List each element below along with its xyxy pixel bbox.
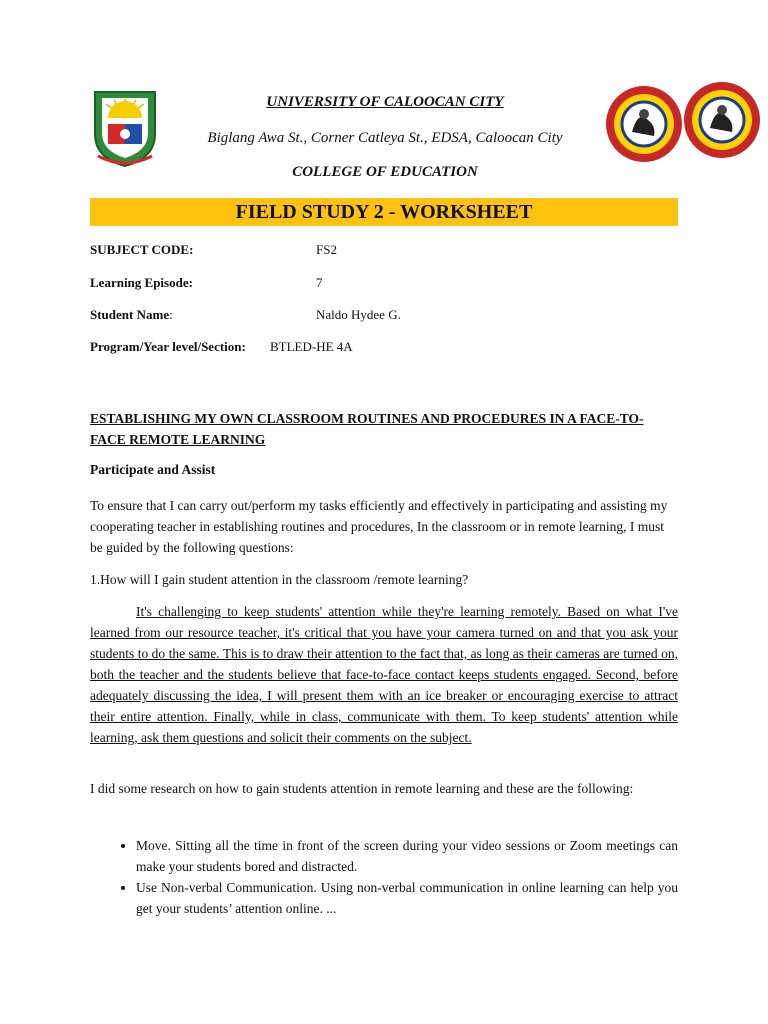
- list-item: • Move. Sitting all the time in front of the screen during your video sessions or Zoom meetings can make your students bored and distracted.: [136, 835, 678, 877]
- intro-paragraph: To ensure that I can carry out/perform my tasks efficiently and effectively in participating and assisting my cooperating teacher in establishing routines and procedures, In the classroom or in remote learning, I must be guided by the following questions:: [90, 498, 668, 555]
- field-label: Learning Episode:: [90, 275, 193, 290]
- field-value: 7: [316, 275, 323, 290]
- field-label: Program/Year level/Section:: [90, 339, 246, 354]
- field-label: SUBJECT CODE:: [90, 242, 194, 257]
- list-item: • Use Non-verbal Communication. Using non-verbal communication in online learning can help you get your students’ attention online. ...: [136, 877, 678, 919]
- field-value: Naldo Hydee G.: [316, 307, 401, 322]
- answer-1: It's challenging to keep students' attention while they're learning remotely. Based on what I've learned from our resource teacher, it's critical that you have your camera turned on and that you ask your students to do the same. This is to draw their attention to the fact that, as long as their cameras are turned on, both the teacher and the students believe that face-to-face contact keeps students engaged. Second, before adequately discussing the idea, I will present them with an ice breaker or encouraging exercise to attract their entire attention. Finally, while in class, communicate with them. To keep students' attention while learning, ask them questions and solicit their comments on the subject.: [90, 604, 678, 745]
- university-name: UNIVERSITY OF CALOOCAN CITY: [266, 94, 504, 110]
- worksheet-title: FIELD STUDY 2 - WORKSHEET: [90, 198, 678, 226]
- university-seal-icon: [92, 88, 158, 168]
- college-seal-icon: [596, 80, 766, 164]
- question-1: 1.How will I gain student attention in the classroom /remote learning?: [90, 572, 469, 587]
- college-name: COLLEGE OF EDUCATION: [292, 164, 478, 180]
- field-label: Student Name: [90, 307, 170, 322]
- field-value: FS2: [316, 242, 337, 257]
- university-address: Biglang Awa St., Corner Catleya St., EDSA, Caloocan City: [207, 130, 563, 146]
- sub-title: Participate and Assist: [90, 462, 216, 477]
- research-list: [90, 835, 678, 919]
- section-title: ESTABLISHING MY OWN CLASSROOM ROUTINES AND PROCEDURES IN A FACE-TO-FACE REMOTE LEARNING: [90, 411, 644, 447]
- research-paragraph: I did some research on how to gain students attention in remote learning and these are the following:: [90, 781, 634, 796]
- field-value: BTLED-HE 4A: [270, 339, 353, 354]
